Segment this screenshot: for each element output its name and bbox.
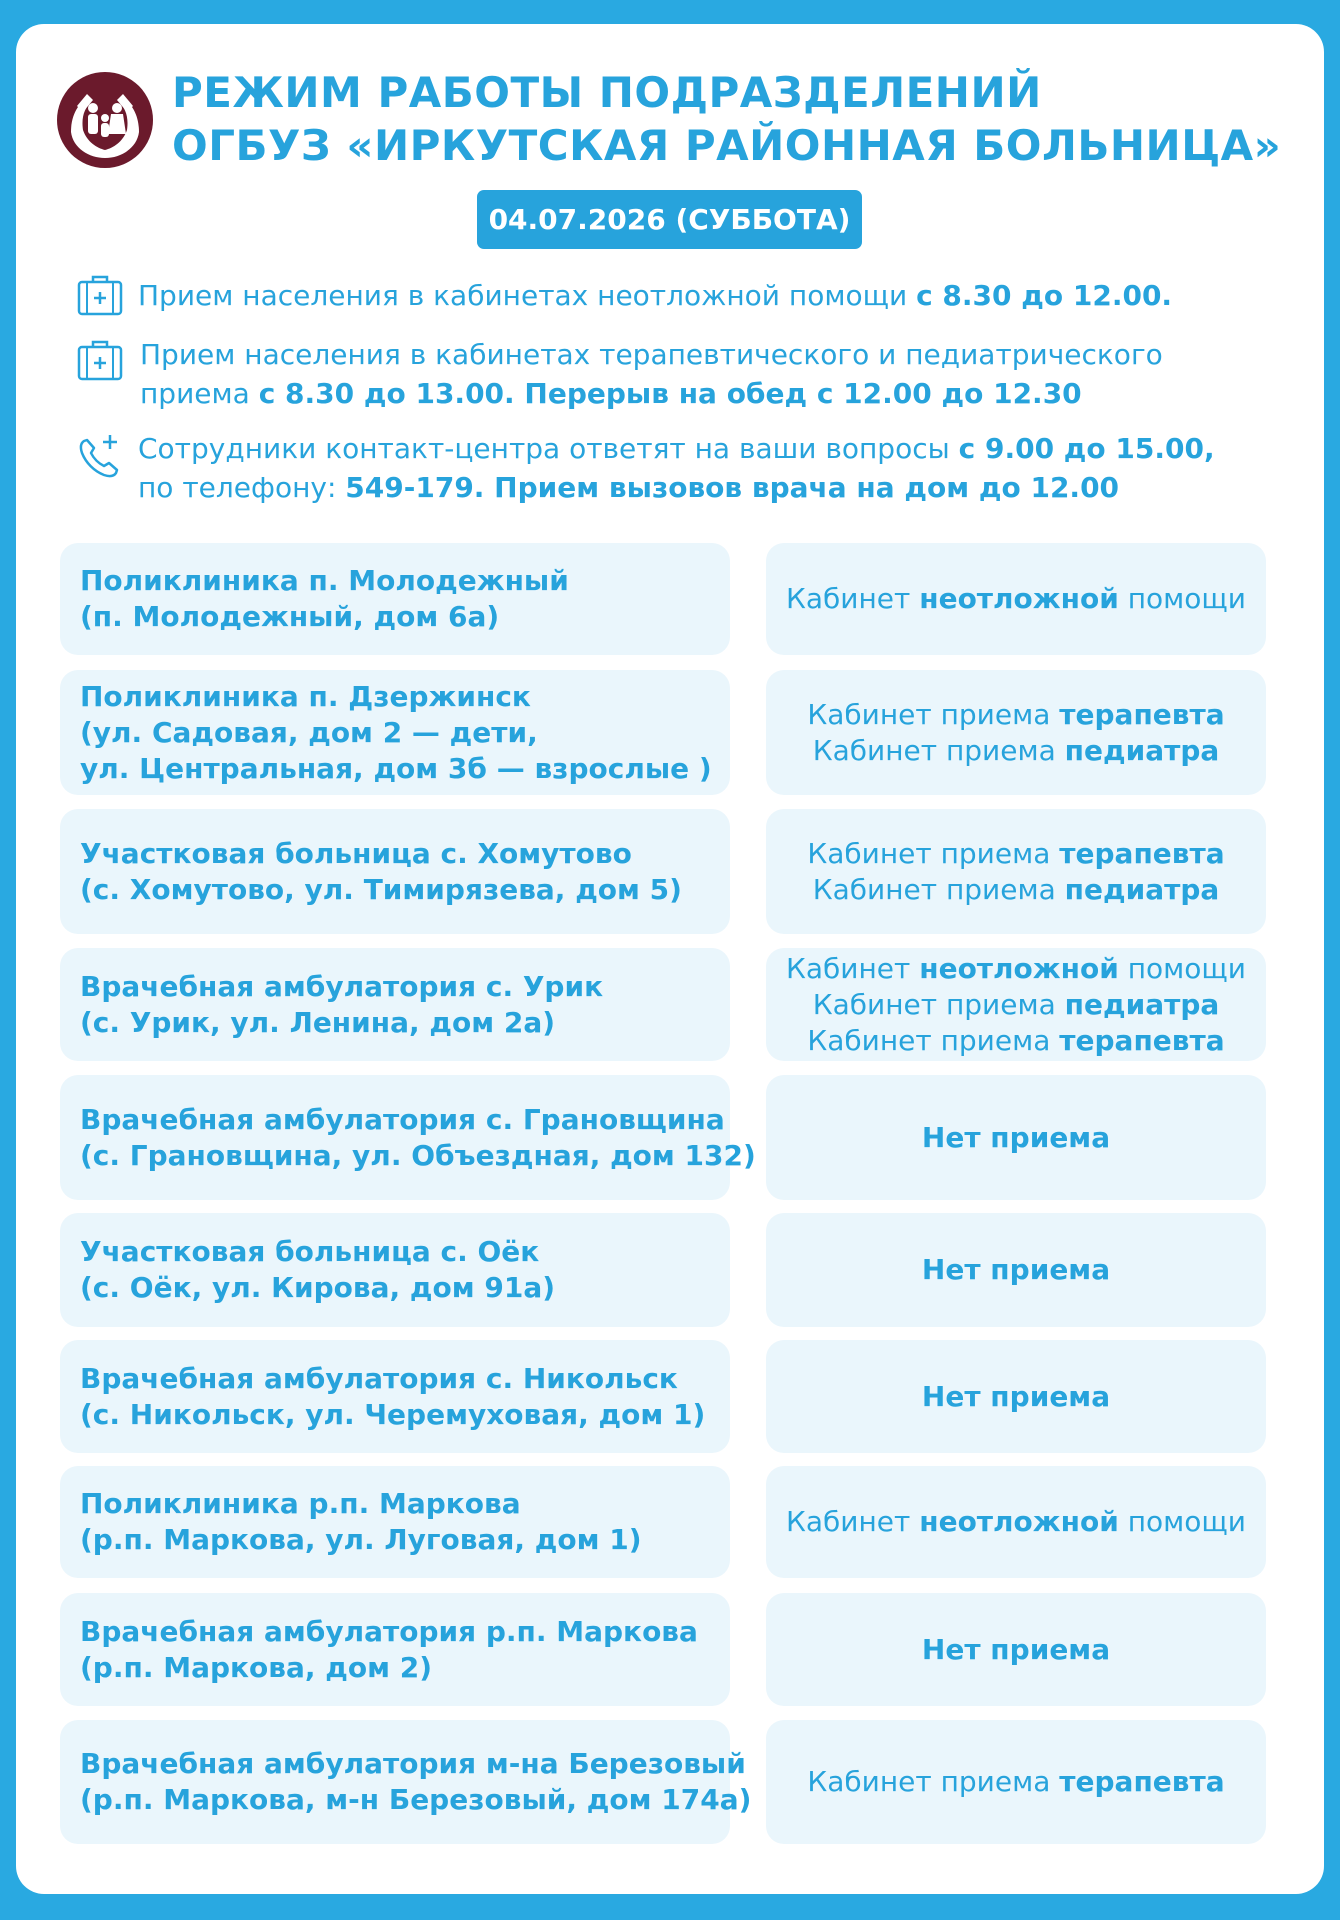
service-highlight: Нет приема <box>921 1379 1111 1413</box>
service-line: Кабинет неотложной помощи <box>785 582 1247 615</box>
facility-box <box>60 948 730 1061</box>
page-title <box>172 66 1292 172</box>
service-line <box>922 1120 1110 1156</box>
service-box <box>766 809 1266 934</box>
date-badge: 04.07.2026 (СУББОТА) <box>477 190 862 249</box>
facility-address: (р.п. Маркова, м-н Березовый, дом 174а) <box>80 1783 752 1816</box>
service-line: Кабинет приема педиатра <box>812 872 1220 906</box>
facility-address: (с. Грановщина, ул. Объездная, дом 132) <box>80 1138 756 1172</box>
facility-address: (с. Никольск, ул. Черемуховая, дом 1) <box>80 1397 706 1431</box>
facility-name: Участковая больница с. Оёк <box>80 1235 540 1268</box>
info-therapy-hours: с 8.30 до 13.00. Перерыв на обед с 12.00 до 12.30 <box>258 377 1082 410</box>
service-box <box>766 1075 1266 1200</box>
service-box <box>766 1340 1266 1453</box>
facility-address: (с. Хомутово, ул. Тимирязева, дом 5) <box>80 872 682 906</box>
service-box <box>766 1593 1266 1706</box>
service-box <box>766 1720 1266 1844</box>
facility-box <box>60 1466 730 1578</box>
facility-address: (р.п. Маркова, ул. Луговая, дом 1) <box>80 1523 642 1556</box>
medical-case-icon <box>76 337 124 385</box>
facility-name: Врачебная амбулатория с. Урик <box>80 969 604 1003</box>
service-line: Кабинет приема педиатра <box>812 733 1220 767</box>
info-emergency-text: Прием населения в кабинетах неотложной помощи <box>138 279 917 312</box>
service-line <box>922 1252 1110 1288</box>
facility-name: Врачебная амбулатория м-на Березовый <box>80 1747 746 1780</box>
service-box <box>766 670 1266 795</box>
service-line: Кабинет приема терапевта <box>807 697 1225 731</box>
service-highlight: терапевта <box>1059 697 1225 731</box>
service-highlight: Нет приема <box>921 1253 1111 1286</box>
facility-address: (ул. Садовая, дом 2 — дети, <box>80 715 538 749</box>
service-highlight: педиатра <box>1064 872 1220 906</box>
facility-name: Врачебная амбулатория р.п. Маркова <box>80 1614 698 1648</box>
phone-plus-icon <box>76 433 124 481</box>
service-box <box>766 1213 1266 1327</box>
info-emergency-hours: с 8.30 до 12.00. <box>916 279 1173 312</box>
facility-name: Участковая больница с. Хомутово <box>80 836 632 870</box>
facility-name: Врачебная амбулатория с. Никольск <box>80 1361 678 1395</box>
facility-box <box>60 1075 756 1200</box>
facility-box <box>60 1593 730 1706</box>
medical-case-icon <box>76 272 124 320</box>
service-highlight: педиатра <box>1064 987 1220 1021</box>
info-contact-line1-text: Сотрудники контакт-центра ответят на ваши вопросы <box>138 432 959 465</box>
facility-address: ул. Центральная, дом 3б — взрослые ) <box>80 751 712 785</box>
facility-name: Поликлиника п. Дзержинск <box>80 679 531 713</box>
service-highlight: Нет приема <box>921 1632 1111 1666</box>
service-highlight: терапевта <box>1059 836 1225 870</box>
service-line: Кабинет приема терапевта <box>807 836 1225 870</box>
facility-name: Поликлиника р.п. Маркова <box>80 1487 521 1520</box>
service-highlight: терапевта <box>1059 1023 1225 1057</box>
service-line: Кабинет неотложной помощи <box>785 1505 1247 1538</box>
facility-box <box>60 809 730 934</box>
facility-address: (с. Оёк, ул. Кирова, дом 91а) <box>80 1271 556 1304</box>
service-line: Кабинет приема терапевта <box>807 1765 1225 1798</box>
facility-name: Поликлиника п. Молодежный <box>80 564 569 597</box>
service-box <box>766 1466 1266 1578</box>
service-highlight: неотложной <box>919 1505 1119 1538</box>
service-highlight: неотложной <box>919 582 1119 615</box>
facility-box <box>60 1720 752 1844</box>
service-line <box>922 1379 1110 1415</box>
service-highlight: Нет приема <box>921 1120 1111 1154</box>
facility-box <box>60 1340 730 1453</box>
facility-box <box>60 1213 730 1327</box>
facility-address: (с. Урик, ул. Ленина, дом 2а) <box>80 1005 556 1039</box>
service-line: Кабинет неотложной помощи <box>785 951 1247 985</box>
info-contact-phone: 549-179. Прием вызовов врача на дом до 12.00 <box>345 471 1120 504</box>
facility-name: Врачебная амбулатория с. Грановщина <box>80 1102 725 1136</box>
facility-address: (р.п. Маркова, дом 2) <box>80 1650 433 1684</box>
title-line-2: ОГБУЗ «ИРКУТСКАЯ РАЙОННАЯ БОЛЬНИЦА» <box>172 121 1282 170</box>
family-in-hands-logo <box>57 72 153 168</box>
service-line <box>922 1632 1110 1668</box>
service-box <box>766 948 1266 1061</box>
title-line-1: РЕЖИМ РАБОТЫ ПОДРАЗДЕЛЕНИЙ <box>172 68 1042 117</box>
info-contact-hours: с 9.00 до 15.00, <box>958 432 1215 465</box>
service-highlight: педиатра <box>1064 733 1220 767</box>
service-highlight: терапевта <box>1059 1765 1225 1798</box>
info-therapy-line2-text: приема <box>140 377 259 410</box>
facility-box <box>60 543 730 655</box>
service-line: Кабинет приема педиатра <box>812 987 1220 1021</box>
service-box <box>766 543 1266 655</box>
service-highlight: неотложной <box>919 951 1119 985</box>
info-therapy-line1: Прием населения в кабинетах терапевтического и педиатрического <box>140 338 1163 371</box>
info-contact-line2-text: по телефону: <box>138 471 346 504</box>
facility-box <box>60 670 730 795</box>
facility-address: (п. Молодежный, дом 6а) <box>80 600 500 633</box>
service-line: Кабинет приема терапевта <box>807 1023 1225 1057</box>
